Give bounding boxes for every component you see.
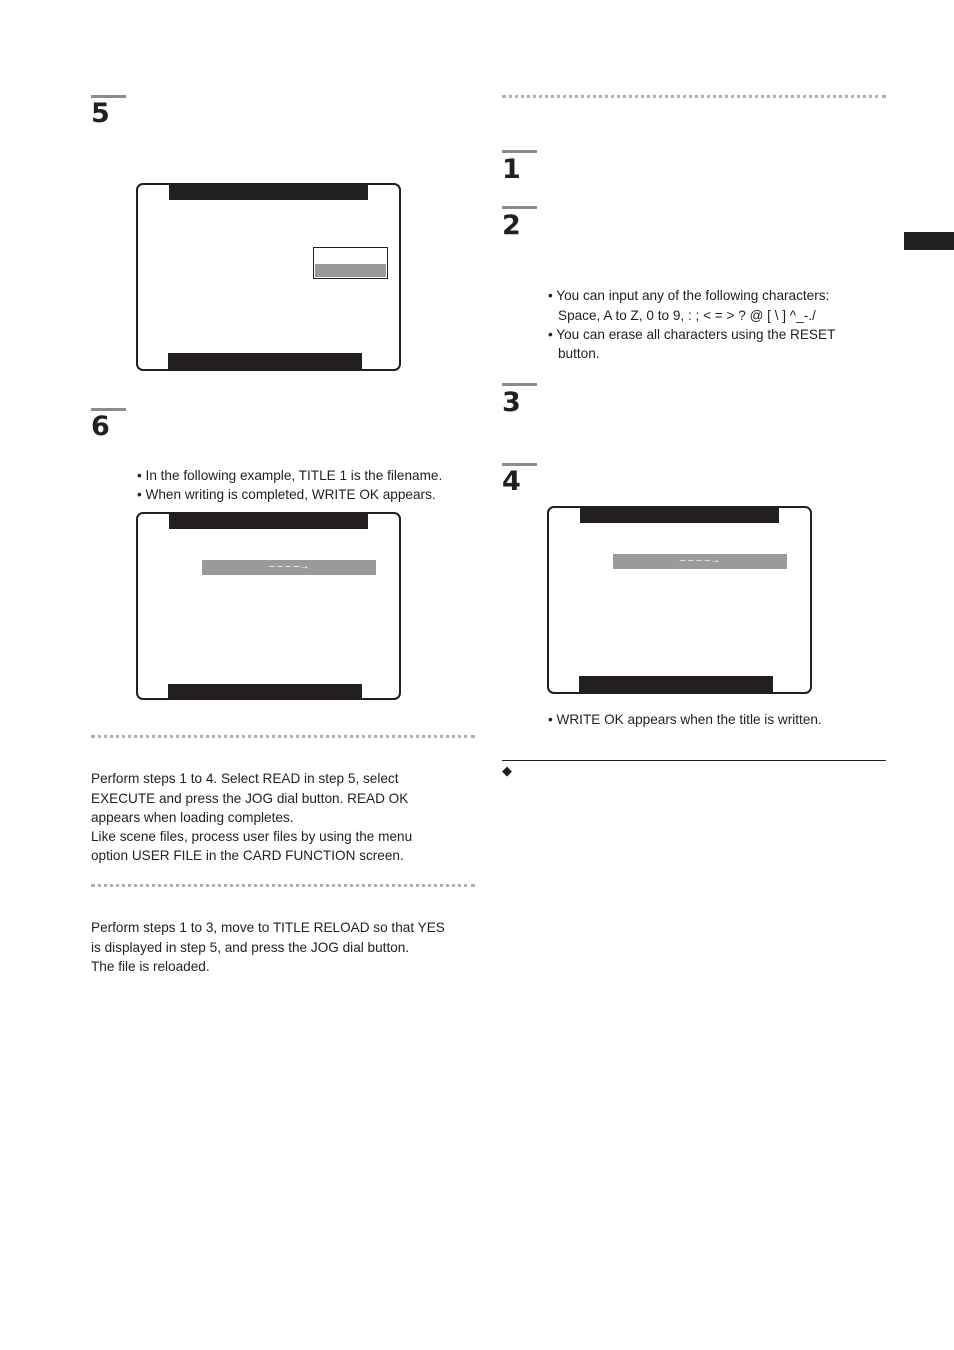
section-divider-title xyxy=(502,95,886,98)
chapter-side-tab xyxy=(904,232,954,250)
read-paragraph-line: option USER FILE in the CARD FUNCTION screen. xyxy=(91,848,404,863)
reload-paragraph-line: Perform steps 1 to 3, move to TITLE RELOAD so that YES xyxy=(91,920,445,935)
screen-status-bar xyxy=(168,353,362,369)
screen-title-bar xyxy=(580,508,779,523)
step-5-number: 5 xyxy=(91,98,110,129)
step-2-number: 2 xyxy=(502,210,521,241)
step-4-screen-illustration xyxy=(547,506,812,694)
step-6-number: 6 xyxy=(91,411,110,442)
screen-progress-bar: – – – –→ xyxy=(202,560,376,575)
read-paragraph-line: appears when loading completes. xyxy=(91,810,294,825)
screen-progress-bar: – – – –→ xyxy=(613,554,787,569)
screen-title-bar xyxy=(169,185,368,200)
screen-title-bar xyxy=(169,514,368,529)
step-2-bullet-1-line-2: Space, A to Z, 0 to 9, : ; < = > ? @ [ \ ] ^_-./ xyxy=(558,308,816,323)
reload-paragraph-line: is displayed in step 5, and press the JOG dial button. xyxy=(91,940,410,955)
step-3-rule xyxy=(502,383,537,386)
step-2-bullet-2-line-2: button. xyxy=(558,346,600,361)
step-5-screen-illustration xyxy=(136,183,401,371)
screen-status-bar xyxy=(168,684,362,700)
step-2-rule xyxy=(502,206,537,209)
step-1-number: 1 xyxy=(502,154,521,185)
step-2-bullet-2-line-1: • You can erase all characters using the RESET xyxy=(548,327,836,342)
step-4-number: 4 xyxy=(502,466,521,497)
section-divider-reload xyxy=(91,884,475,887)
diamond-icon: ◆ xyxy=(502,764,512,779)
step-3-number: 3 xyxy=(502,387,521,418)
section-rule xyxy=(502,760,886,761)
section-divider-read xyxy=(91,735,475,738)
read-paragraph-line: Perform steps 1 to 4. Select READ in step 5, select xyxy=(91,771,399,786)
screen-option-selected xyxy=(315,264,386,277)
step-6-screen-illustration xyxy=(136,512,401,700)
step-6-bullet-2: • When writing is completed, WRITE OK appears. xyxy=(137,487,436,502)
step-6-bullet-1: • In the following example, TITLE 1 is the filename. xyxy=(137,468,443,483)
step-2-bullet-1-line-1: • You can input any of the following characters: xyxy=(548,288,830,303)
screen-option-box xyxy=(313,247,388,279)
step-1-rule xyxy=(502,150,537,153)
read-paragraph-line: Like scene files, process user files by using the menu xyxy=(91,829,413,844)
screen-status-bar xyxy=(579,676,773,692)
step-4-bullet: • WRITE OK appears when the title is written. xyxy=(548,712,822,727)
read-paragraph-line: EXECUTE and press the JOG dial button. READ OK xyxy=(91,791,409,806)
reload-paragraph-line: The file is reloaded. xyxy=(91,959,210,974)
